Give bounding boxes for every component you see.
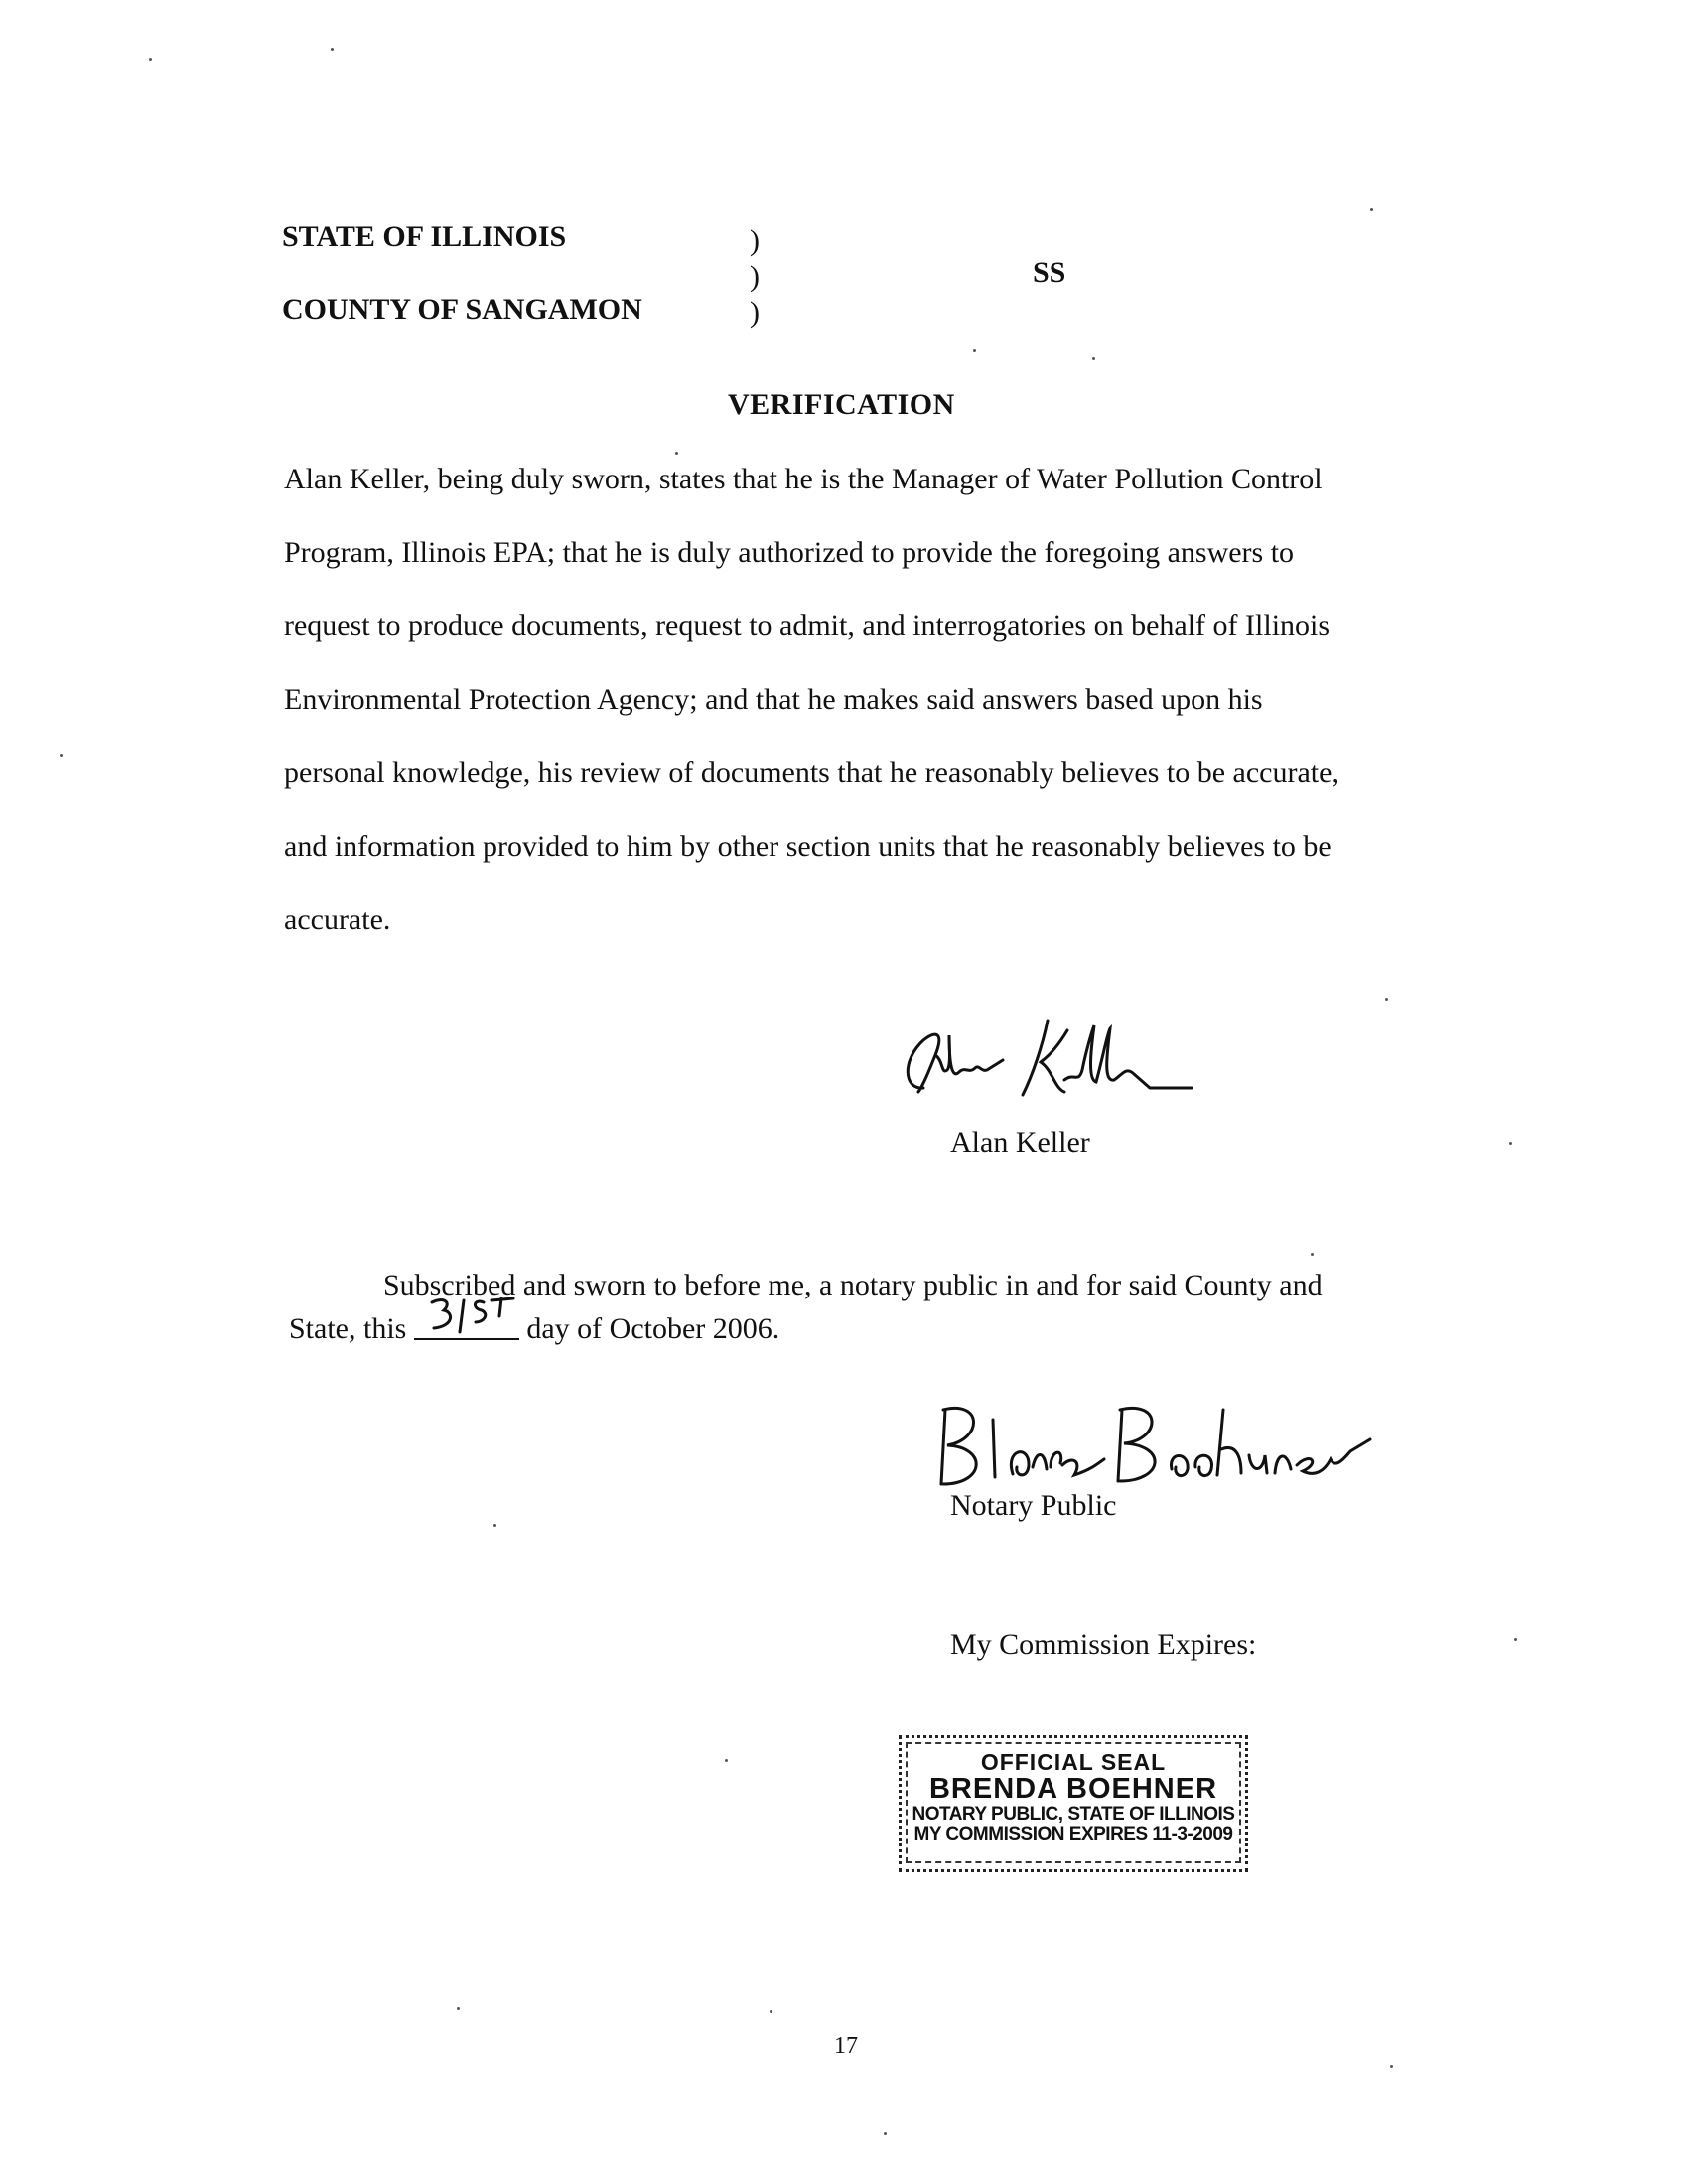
- notary-statement-line1: Subscribed and sworn to before me, a notary public in and for said County and: [383, 1269, 1323, 1301]
- scan-speckle: [1370, 208, 1373, 211]
- scan-speckle: [1390, 2065, 1393, 2068]
- scan-speckle: [493, 1524, 496, 1527]
- scan-speckle: [1514, 1638, 1517, 1641]
- scan-speckle: [884, 2132, 887, 2135]
- scan-speckle: [973, 349, 976, 352]
- body-line: Alan Keller, being duly sworn, states that he is the Manager of Water Pollution Control: [284, 463, 1323, 495]
- scan-speckle: [60, 754, 63, 757]
- scan-speckle: [457, 2007, 460, 2010]
- statement-prefix: State, this: [289, 1312, 407, 1345]
- body-line: Environmental Protection Agency; and that he makes said answers based upon his: [284, 683, 1263, 716]
- ss-label: SS: [1033, 256, 1066, 289]
- official-seal-stamp: [899, 1735, 1248, 1872]
- scan-speckle: [331, 48, 334, 51]
- verification-body: [284, 443, 1339, 957]
- handwritten-day: [414, 1308, 519, 1340]
- scan-speckle: [1311, 1253, 1314, 1256]
- notary-signature: [933, 1390, 1380, 1499]
- alan-keller-signature: [884, 1001, 1201, 1110]
- scan-speckle: [1509, 1142, 1512, 1145]
- seal-line-1: OFFICIAL SEAL: [980, 1749, 1167, 1775]
- notary-statement-line2: [289, 1308, 779, 1346]
- scan-speckle: [725, 1759, 728, 1762]
- body-line: accurate.: [284, 903, 391, 936]
- caption-bracket-2: ): [750, 260, 760, 293]
- body-line: Program, Illinois EPA; that he is duly authorized to provide the foregoing answers to: [284, 536, 1295, 569]
- document-title: VERIFICATION: [728, 388, 955, 421]
- signer-name: Alan Keller: [950, 1126, 1090, 1159]
- caption-bracket-3: ): [750, 296, 760, 329]
- notary-title: Notary Public: [950, 1489, 1117, 1522]
- state-label: STATE OF ILLINOIS: [282, 220, 567, 253]
- county-label: COUNTY OF SANGAMON: [282, 293, 642, 326]
- page-number: 17: [834, 2033, 858, 2059]
- body-line: and information provided to him by other section units that he reasonably believes to be: [284, 830, 1332, 863]
- seal-line-3: NOTARY PUBLIC, STATE OF ILLINOIS: [912, 1803, 1235, 1825]
- scan-speckle: [149, 58, 152, 61]
- statement-suffix: day of October 2006.: [526, 1312, 780, 1345]
- seal-line-4: MY COMMISSION EXPIRES 11-3-2009: [913, 1823, 1233, 1844]
- caption-bracket-1: ): [750, 224, 760, 257]
- commission-label: My Commission Expires:: [950, 1628, 1257, 1661]
- body-line: request to produce documents, request to admit, and interrogatories on behalf of Illinois: [284, 610, 1331, 642]
- seal-line-2: BRENDA BOEHNER: [928, 1773, 1218, 1806]
- scan-speckle: [770, 2010, 772, 2013]
- scan-speckle: [1092, 357, 1095, 360]
- scan-speckle: [675, 452, 678, 455]
- scan-speckle: [1385, 998, 1388, 1001]
- body-line: personal knowledge, his review of documents that he reasonably believes to be accurate,: [284, 756, 1339, 789]
